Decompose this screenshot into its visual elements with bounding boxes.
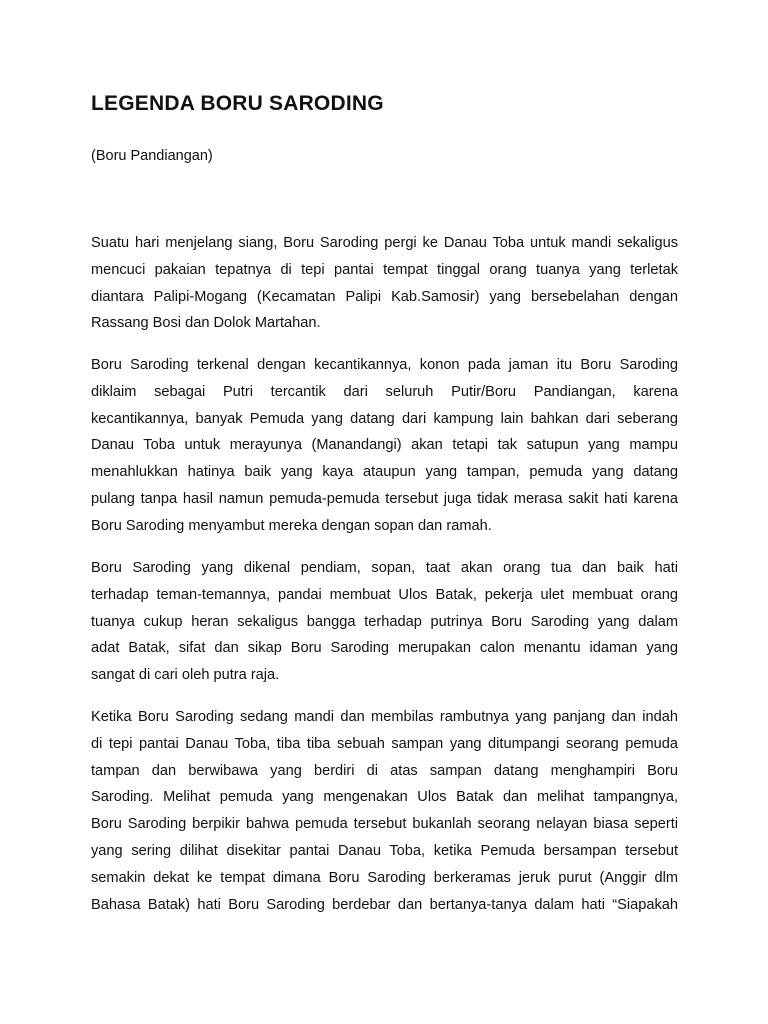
paragraph-line: sangat di cari oleh putra raja.	[91, 667, 280, 684]
paragraph-3	[91, 555, 678, 689]
paragraph-line: tampan dan berwibawa yang berdiri di atas sampan datang menghampiri Boru	[91, 762, 678, 779]
paragraph-line: pulang tanpa hasil namun pemuda-pemuda tersebut juga tidak merasa sakit hati karena	[91, 490, 678, 507]
paragraph-line: Boru Saroding terkenal dengan kecantikannya, konon pada jaman itu Boru Saroding	[91, 357, 678, 373]
paragraph-line: Suatu hari menjelang siang, Boru Saroding pergi ke Danau Toba untuk mandi sekaligus	[91, 235, 678, 251]
paragraph-line: semakin dekat ke tempat dimana Boru Saroding berkeramas jeruk purut (Anggir dlm	[91, 869, 678, 886]
paragraph-line: kecantikannya, banyak Pemuda yang datang dari kampung lain bahkan dari seberang	[91, 410, 678, 427]
paragraph-line: Boru Saroding berpikir bahwa pemuda tersebut bukanlah seorang nelayan biasa seperti	[91, 816, 678, 833]
paragraph-2	[91, 352, 678, 540]
paragraph-line: yang sering dilihat disekitar pantai Danau Toba, ketika Pemuda bersampan tersebut	[91, 842, 678, 859]
paragraph-line: Rassang Bosi dan Dolok Martahan.	[91, 315, 321, 332]
paragraph-line: adat Batak, sifat dan sikap Boru Saroding merupakan calon menantu idaman yang	[91, 640, 678, 657]
paragraph-line: diklaim sebagai Putri tercantik dari seluruh Putir/Boru Pandiangan, karena	[91, 383, 678, 400]
document-title: LEGENDA BORU SARODING	[91, 92, 384, 115]
paragraph-4	[91, 704, 678, 918]
paragraph-line: di tepi pantai Danau Toba, tiba tiba sebuah sampan yang ditumpangi seorang pemuda	[91, 735, 678, 752]
paragraph-line: Danau Toba untuk merayunya (Manandangi) akan tetapi tak satupun yang mampu	[91, 437, 678, 454]
paragraph-1	[91, 230, 678, 337]
document-subtitle: (Boru Pandiangan)	[91, 148, 213, 164]
paragraph-line: mencuci pakaian tepatnya di tepi pantai tempat tinggal orang tuanya yang terletak	[91, 261, 678, 278]
paragraph-line: Boru Saroding yang dikenal pendiam, sopan, taat akan orang tua dan baik hati	[91, 560, 678, 576]
paragraph-line: Ketika Boru Saroding sedang mandi dan membilas rambutnya yang panjang dan indah	[91, 709, 678, 725]
paragraph-line: menahlukkan hatinya baik yang kaya ataupun yang tampan, pemuda yang datang	[91, 464, 678, 481]
paragraph-line: diantara Palipi-Mogang (Kecamatan Palipi Kab.Samosir) yang bersebelahan dengan	[91, 288, 678, 305]
paragraph-line: tuanya cukup heran sekaligus bangga terhadap putrinya Boru Saroding yang dalam	[91, 613, 678, 630]
paragraph-line: Boru Saroding menyambut mereka dengan sopan dan ramah.	[91, 517, 492, 534]
paragraph-line: Saroding. Melihat pemuda yang mengenakan Ulos Batak dan melihat tampangnya,	[91, 789, 678, 806]
paragraph-line: terhadap teman-temannya, pandai membuat Ulos Batak, pekerja ulet membuat orang	[91, 586, 678, 603]
paragraph-line: Bahasa Batak) hati Boru Saroding berdebar dan bertanya-tanya dalam hati “Siapakah	[91, 896, 678, 913]
